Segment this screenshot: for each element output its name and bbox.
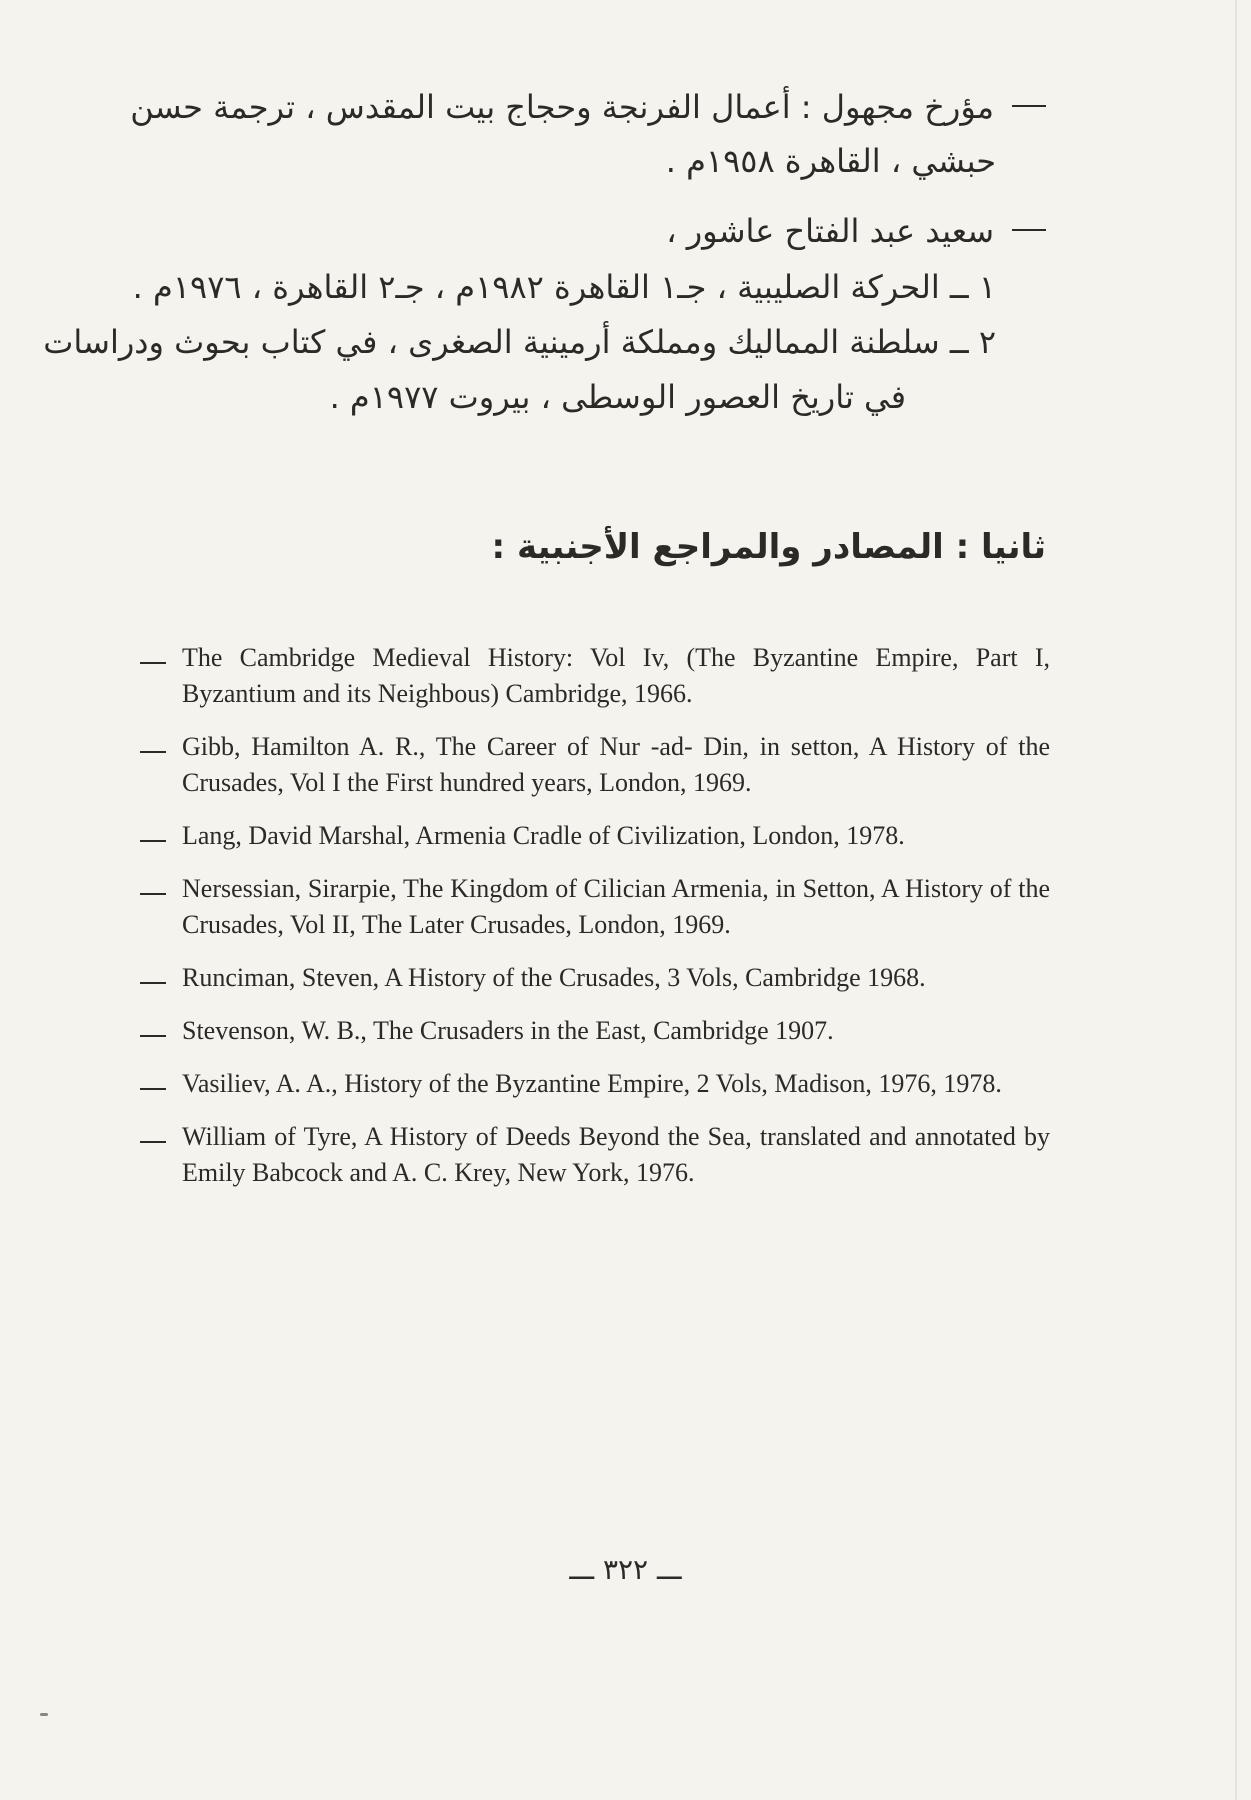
entry-dash	[140, 982, 166, 984]
arabic-entry-2-author: سعيد عبد الفتاح عاشور ،	[666, 212, 994, 250]
reference-text: Gibb, Hamilton A. R., The Career of Nur -ad- Din, in setton, A History of the Crusades, Vol I the First hundred years, London, 1969.	[182, 732, 1050, 797]
entry-dash	[140, 1088, 166, 1090]
arabic-entry-1	[130, 88, 1046, 126]
entry-dash	[140, 893, 166, 895]
entry-dash	[140, 1035, 166, 1037]
reference-text: Nersessian, Sirarpie, The Kingdom of Cilician Armenia, in Setton, A History of the Crusades, Vol II, The Later Crusades, London, 1969.	[182, 874, 1050, 939]
reference-text: Lang, David Marshal, Armenia Cradle of Civilization, London, 1978.	[182, 821, 905, 850]
entry-dash	[140, 751, 166, 753]
reference-item	[140, 818, 1050, 854]
reference-text: Stevenson, W. B., The Crusaders in the East, Cambridge 1907.	[182, 1016, 834, 1045]
scan-speck	[40, 1713, 48, 1716]
reference-item	[140, 960, 1050, 996]
page-number: ـــ ٣٢٢ ـــ	[569, 1553, 682, 1586]
reference-item	[140, 1119, 1050, 1191]
arabic-entry-1-line-2: حبشي ، القاهرة ١٩٥٨م .	[665, 142, 996, 180]
entry-dash	[1012, 229, 1046, 231]
reference-text: The Cambridge Medieval History: Vol Iv, (The Byzantine Empire, Part I, Byzantium and its Neighbous) Cambridge, 1966.	[182, 643, 1050, 708]
arabic-entry-2-sub-1: ١ ــ الحركة الصليبية ، جـ١ القاهرة ١٩٨٢م ، جـ٢ القاهرة ، ١٩٧٦م .	[132, 268, 996, 306]
section-heading-foreign-sources: ثانيا : المصادر والمراجع الأجنبية :	[491, 527, 1046, 567]
reference-item	[140, 640, 1050, 712]
entry-dash	[140, 1141, 166, 1143]
reference-item	[140, 871, 1050, 943]
foreign-references-list	[140, 640, 1050, 1208]
reference-item	[140, 1066, 1050, 1102]
reference-text: Vasiliev, A. A., History of the Byzantine Empire, 2 Vols, Madison, 1976, 1978.	[182, 1069, 1002, 1098]
entry-dash	[1012, 105, 1046, 107]
entry-dash	[140, 840, 166, 842]
page-edge	[1235, 0, 1237, 1800]
reference-text: William of Tyre, A History of Deeds Beyond the Sea, translated and annotated by Emily Babcock and A. C. Krey, New York, 1976.	[182, 1122, 1050, 1187]
arabic-entry-2-sub-2-line-1: ٢ ــ سلطنة المماليك ومملكة أرمينية الصغرى ، في كتاب بحوث ودراسات	[43, 323, 996, 361]
reference-item	[140, 729, 1050, 801]
arabic-entry-2	[666, 212, 1046, 250]
arabic-entry-1-line-1: مؤرخ مجهول : أعمال الفرنجة وحجاج بيت المقدس ، ترجمة حسن	[130, 88, 994, 126]
reference-item	[140, 1013, 1050, 1049]
arabic-entry-2-sub-2-line-2: في تاريخ العصور الوسطى ، بيروت ١٩٧٧م .	[329, 378, 906, 416]
entry-dash	[140, 662, 166, 664]
reference-text: Runciman, Steven, A History of the Crusades, 3 Vols, Cambridge 1968.	[182, 963, 926, 992]
